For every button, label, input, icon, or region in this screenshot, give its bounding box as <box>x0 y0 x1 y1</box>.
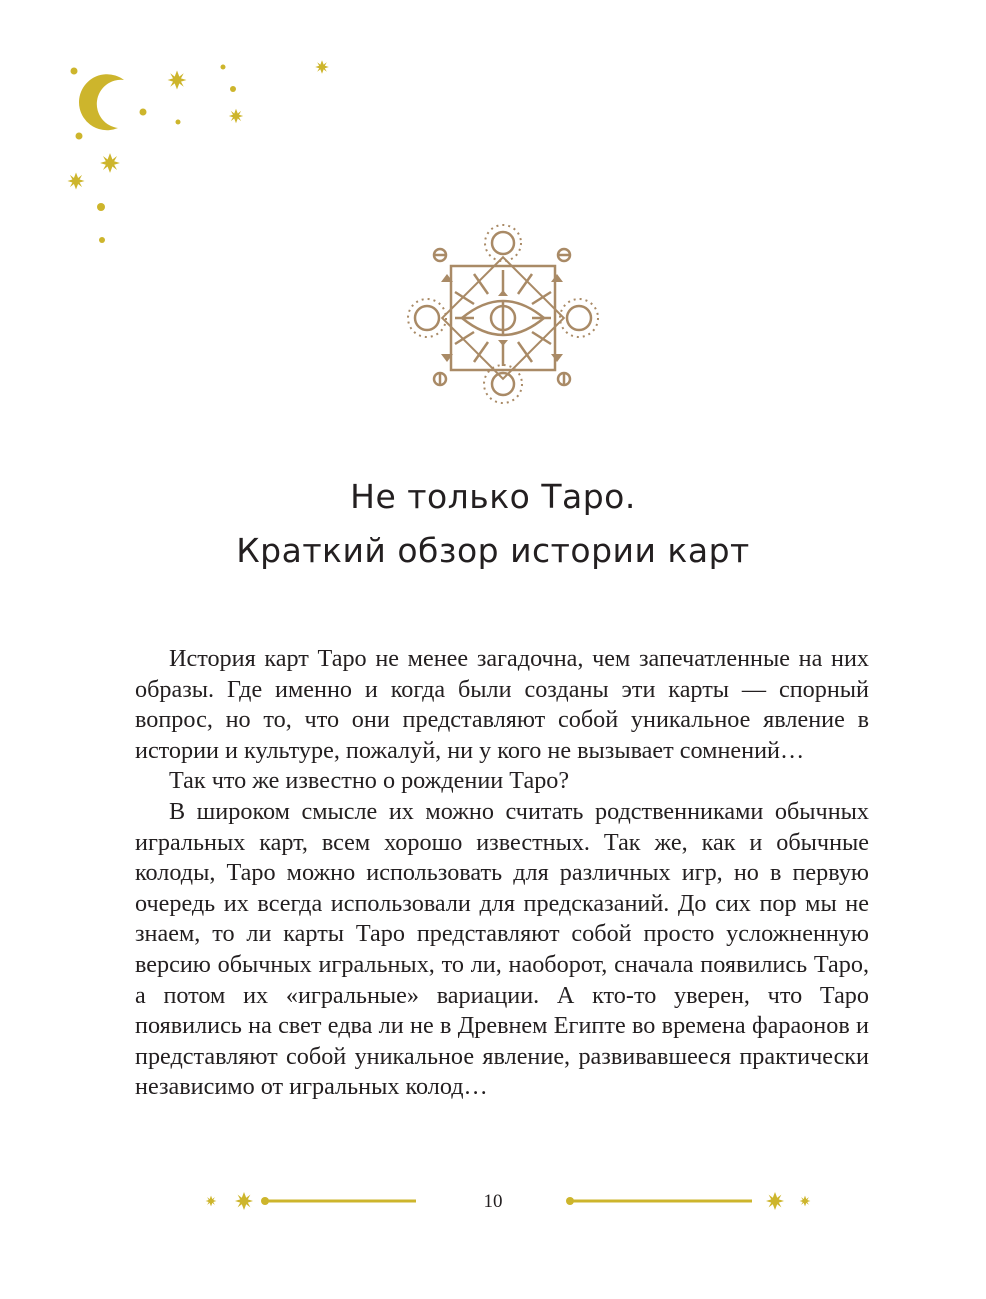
all-seeing-eye-sun-emblem-icon <box>404 222 600 412</box>
paragraph: Так что же известно о рождении Таро? <box>169 767 570 795</box>
star-icon <box>315 60 329 74</box>
star-icon <box>67 172 84 189</box>
dot-icon <box>230 86 236 92</box>
dot-icon <box>221 65 226 70</box>
dot-icon <box>176 120 181 125</box>
moon-and-stars-decoration <box>0 0 360 260</box>
paragraph: В широком смысле их можно считать родственниками обычных игральных карт, всем хорошо известных. Так же, как и обычные колоды, Таро можно использовать для различных игр, но в первую очередь их всегда использовали для предсказаний. До сих пор мы не знаем, то ли карты Таро представляют собой просто усложненную версию обычных игральных, то ли, наоборот, сначала появились Таро, а потом их «игральные» вариации. А кто-то уверен, что Таро появились на свет едва ли не в Древнем Египте во времена фараонов и представляют собой уникальное явление, развивавшееся практически независимо от игральных колод… <box>135 797 869 1101</box>
dot-icon <box>76 133 83 140</box>
star-icon <box>100 153 120 173</box>
dot-icon <box>99 237 105 243</box>
chapter-title-line-2: Краткий обзор истории карт <box>236 531 750 570</box>
star-icon <box>229 109 243 123</box>
star-icon <box>168 71 187 90</box>
body-text <box>135 644 869 1103</box>
dot-icon <box>71 68 78 75</box>
paragraph: История карт Таро не менее загадочна, чем запечатленные на них образы. Где именно и когда были созданы эти карты — спорный вопрос, но то, что они представляют собой уникальное явление в истории и культуре, пожалуй, ни у кого не вызывает сомнений… <box>135 645 869 764</box>
page-number: 10 <box>483 1191 503 1212</box>
dot-icon <box>97 203 105 211</box>
crescent-moon-icon <box>79 74 124 130</box>
chapter-title-line-1: Не только Таро. <box>350 477 636 516</box>
dot-icon <box>140 109 147 116</box>
chapter-title <box>0 470 986 578</box>
